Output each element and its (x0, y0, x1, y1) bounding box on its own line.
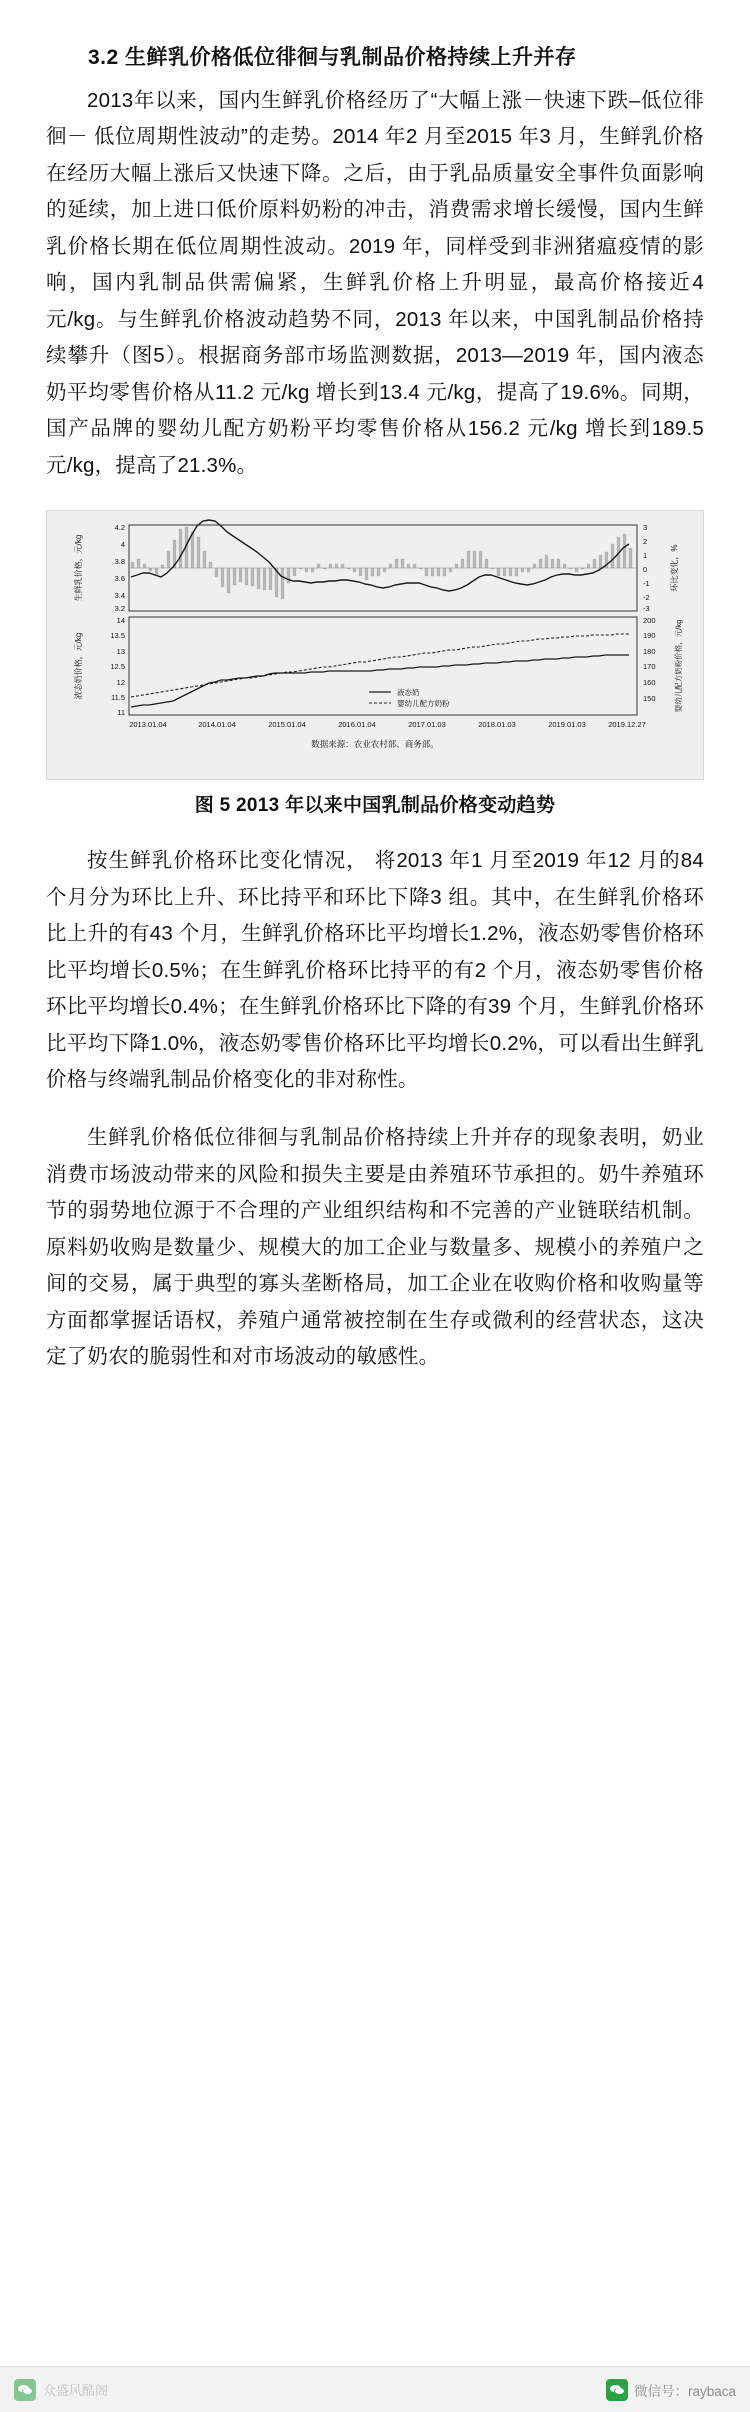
svg-text:13: 13 (116, 647, 125, 657)
footer-left-group (14, 2379, 108, 2401)
svg-text:12.5: 12.5 (110, 662, 125, 672)
svg-text:3.2: 3.2 (114, 604, 125, 614)
svg-text:环比变化，%: 环比变化，% (670, 544, 679, 592)
svg-text:11.5: 11.5 (110, 693, 125, 703)
svg-text:-2: -2 (643, 593, 650, 603)
paragraph-1: 2013年以来，国内生鲜乳价格经历了“大幅上涨－快速下跌–低位徘徊－ 低位周期性波动”的走势。2014 年2 月至2015 年3 月，生鲜乳价格在经历大幅上涨后又快速下降。之后，由于乳品质量安全事件负面影响的延续，加上进口低价原料奶粉的冲击，消费需求增长缓慢，国内生鲜乳价格长期在低位周期性波动。2019 年，同样受到非洲猪瘟疫情的影响，国内乳制品供需偏紧，生鲜乳价格上升明显，最高价格接近4 元/kg。与生鲜乳价格波动趋势不同，2013 年以来，中国乳制品价格持续攀升（图5）。根据商务部市场监测数据，2013—2019 年，国内液态奶平均零售价格从11.2 元/kg 增长到13.4 元/kg，提高了19.6%。同期，国产品牌的婴幼儿配方奶粉平均零售价格从156.2 元/kg 增长到189.5 元/kg，提高了21.3%。 (46, 88, 704, 477)
paragraph-3: 生鲜乳价格低位徘徊与乳制品价格持续上升并存的现象表明，奶业消费市场波动带来的风险和损失主要是由养殖环节承担的。奶牛养殖环节的弱势地位源于不合理的产业组织结构和不完善的产业链联结机制。原料奶收购是数量少、规模大的加工企业与数量多、规模小的养殖户之间的交易，属于典型的寡头垄断格局，加工企业在收购价格和收购量等方面都掌握话语权，养殖户通常被控制在生存或微利的经营状态，这决定了奶农的脆弱性和对市场波动的敏感性。 (46, 1126, 704, 1369)
figure-caption: 图 5 2013 年以来中国乳制品价格变动趋势 (194, 795, 556, 817)
footer-right-group (606, 2379, 736, 2401)
price-trend-chart (47, 511, 703, 779)
svg-text:-1: -1 (643, 579, 650, 589)
svg-text:婴幼儿配方奶粉: 婴幼儿配方奶粉 (397, 699, 450, 709)
svg-text:180: 180 (643, 647, 656, 657)
svg-text:170: 170 (643, 662, 656, 672)
section-heading: 3.2 生鲜乳价格低位徘徊与乳制品价格持续上升并存 (88, 46, 577, 69)
svg-text:液态奶价格，元/kg: 液态奶价格，元/kg (74, 632, 83, 700)
svg-text:液态奶: 液态奶 (397, 688, 420, 698)
footer-right-label: 微信号：raybaca (633, 2383, 736, 2399)
svg-text:2019.12.27: 2019.12.27 (608, 720, 646, 730)
chart-source-note: 数据来源：农业农村部、商务部。 (311, 739, 439, 750)
svg-text:3: 3 (643, 523, 648, 533)
svg-text:2017.01.03: 2017.01.03 (408, 720, 446, 730)
svg-text:生鲜乳价格，元/kg: 生鲜乳价格，元/kg (74, 534, 83, 602)
svg-text:190: 190 (643, 631, 656, 641)
svg-text:2015.01.04: 2015.01.04 (268, 720, 306, 730)
footer-bar (0, 2366, 750, 2412)
svg-text:2019.01.03: 2019.01.03 (548, 720, 586, 730)
svg-text:2013.01.04: 2013.01.04 (129, 720, 167, 730)
svg-text:14: 14 (116, 616, 125, 626)
wechat-icon (14, 2379, 36, 2401)
svg-text:4.2: 4.2 (114, 523, 125, 533)
svg-text:11: 11 (117, 708, 125, 718)
svg-text:0: 0 (643, 565, 648, 575)
svg-text:3.8: 3.8 (114, 557, 125, 567)
figure-5 (46, 510, 704, 817)
wechat-icon-right (606, 2379, 628, 2401)
paragraph-2: 按生鲜乳价格环比变化情况， 将2013 年1 月至2019 年12 月的84 个月分为环比上升、环比持平和环比下降3 组。其中，在生鲜乳价格环比上升的有43 个月，生鲜乳价格环比平均增长1.2%，液态奶零售价格环比平均增长0.5%；在生鲜乳价格环比持平的有2 个月，液态奶零售价格环比平均增长0.4%；在生鲜乳价格环比下降的有39 个月，生鲜乳价格环比平均下降1.0%，液态奶零售价格环比平均增长0.2%，可以看出生鲜乳价格与终端乳制品价格变化的非对称性。 (46, 849, 704, 1091)
svg-text:2014.01.04: 2014.01.04 (198, 720, 236, 730)
svg-text:160: 160 (643, 678, 656, 688)
svg-text:1: 1 (643, 551, 648, 561)
svg-text:4: 4 (120, 540, 125, 550)
svg-text:婴幼儿配方奶粉价格，元/kg: 婴幼儿配方奶粉价格，元/kg (674, 619, 683, 713)
svg-text:-3: -3 (643, 604, 650, 614)
chart-container (46, 510, 704, 780)
svg-text:2: 2 (643, 537, 648, 547)
svg-text:150: 150 (643, 694, 656, 704)
svg-text:200: 200 (643, 616, 656, 626)
svg-text:2016.01.04: 2016.01.04 (338, 720, 376, 730)
svg-text:3.6: 3.6 (114, 574, 125, 584)
svg-text:12: 12 (116, 678, 125, 688)
svg-text:13.5: 13.5 (110, 631, 125, 641)
paragraph-spacer (46, 1102, 704, 1120)
svg-text:3.4: 3.4 (114, 591, 125, 601)
footer-left-label: 众盛风酷阁 (43, 2383, 109, 2398)
svg-text:2018.01.03: 2018.01.03 (478, 720, 516, 730)
